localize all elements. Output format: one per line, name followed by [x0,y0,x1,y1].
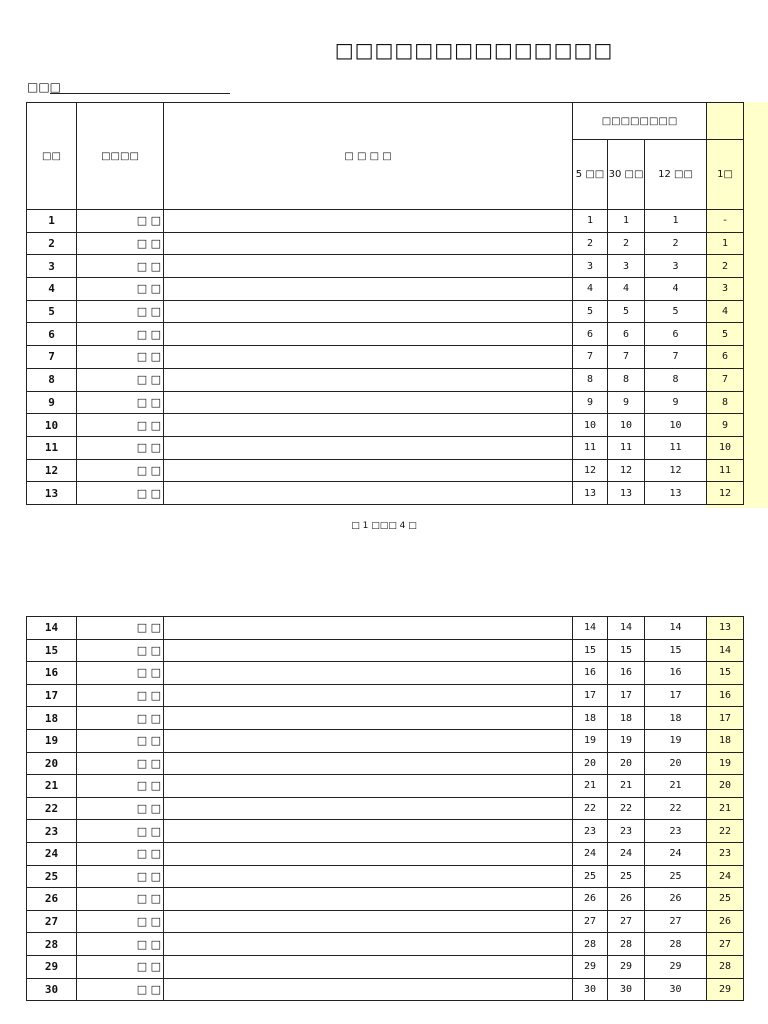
row-name-cell [164,933,573,956]
row-code-cell: □ □ [77,752,164,775]
row-col1-value: 16 [707,684,744,707]
row-col5-value: 5 [573,300,608,323]
row-code-cell: □ □ [77,707,164,730]
row-number: 18 [27,707,77,730]
row-code-cell: □ □ [77,482,164,505]
row-col12-value: 27 [645,910,707,933]
row-number: 8 [27,368,77,391]
row-col12-value: 13 [645,482,707,505]
row-col1-value: 6 [707,346,744,369]
row-number: 6 [27,323,77,346]
table-row [27,978,744,1001]
row-name-cell [164,662,573,685]
table-row [27,775,744,798]
row-number: 7 [27,346,77,369]
row-col5-value: 24 [573,842,608,865]
row-code-cell: □ □ [77,278,164,301]
table-row [27,842,744,865]
row-col1-value: 8 [707,391,744,414]
row-name-cell [164,368,573,391]
table-row [27,436,744,459]
row-col5-value: 17 [573,684,608,707]
row-col1-value: 1 [707,232,744,255]
table-row [27,888,744,911]
row-col30-value: 4 [608,278,645,301]
row-col30-value: 24 [608,842,645,865]
row-code-cell: □ □ [77,346,164,369]
row-code-cell: □ □ [77,323,164,346]
row-code-cell: □ □ [77,797,164,820]
row-number: 13 [27,482,77,505]
row-col12-value: 2 [645,232,707,255]
row-name-cell [164,482,573,505]
row-col12-value: 6 [645,323,707,346]
row-code-cell: □ □ [77,639,164,662]
row-col30-value: 30 [608,978,645,1001]
row-col30-value: 27 [608,910,645,933]
row-code-cell: □ □ [77,910,164,933]
row-name-cell [164,391,573,414]
table-row [27,684,744,707]
row-col5-value: 2 [573,232,608,255]
row-col1-value: 15 [707,662,744,685]
row-col12-value: 7 [645,346,707,369]
row-col5-value: 7 [573,346,608,369]
row-col30-value: 15 [608,639,645,662]
row-number: 4 [27,278,77,301]
row-col12-value: 25 [645,865,707,888]
row-code-cell: □ □ [77,232,164,255]
row-col12-value: 22 [645,797,707,820]
row-col30-value: 12 [608,459,645,482]
row-col1-value: 24 [707,865,744,888]
table-page-1 [26,102,744,505]
row-col30-value: 23 [608,820,645,843]
row-col12-value: 8 [645,368,707,391]
row-col1-value: - [707,210,744,233]
header-code: □□□□ [77,103,164,210]
table-row [27,933,744,956]
row-col30-value: 22 [608,797,645,820]
row-name-cell [164,639,573,662]
row-col1-value: 18 [707,729,744,752]
table-row [27,278,744,301]
row-col5-value: 20 [573,752,608,775]
row-col1-value: 27 [707,933,744,956]
row-col30-value: 18 [608,707,645,730]
row-col30-value: 7 [608,346,645,369]
row-name-cell [164,752,573,775]
row-name-cell [164,775,573,798]
row-code-cell: □ □ [77,662,164,685]
row-col30-value: 17 [608,684,645,707]
row-code-cell: □ □ [77,459,164,482]
row-col12-value: 21 [645,775,707,798]
row-col12-value: 20 [645,752,707,775]
row-name-cell [164,232,573,255]
row-code-cell: □ □ [77,775,164,798]
row-col1-value: 14 [707,639,744,662]
table-row [27,414,744,437]
row-code-cell: □ □ [77,391,164,414]
row-number: 11 [27,436,77,459]
row-col1-value: 29 [707,978,744,1001]
row-code-cell: □ □ [77,255,164,278]
row-col5-value: 25 [573,865,608,888]
table-row [27,346,744,369]
row-name-cell [164,210,573,233]
row-col30-value: 28 [608,933,645,956]
row-col5-value: 3 [573,255,608,278]
row-number: 16 [27,662,77,685]
table-row [27,459,744,482]
row-col5-value: 6 [573,323,608,346]
row-col5-value: 18 [573,707,608,730]
row-number: 28 [27,933,77,956]
row-col30-value: 26 [608,888,645,911]
table-page-2 [26,616,744,1001]
row-number: 19 [27,729,77,752]
table-row [27,955,744,978]
unit-label: □□□ [27,80,62,94]
row-name-cell [164,707,573,730]
row-col12-value: 16 [645,662,707,685]
row-code-cell: □ □ [77,617,164,640]
row-name-cell [164,888,573,911]
table-row [27,910,744,933]
row-col12-value: 23 [645,820,707,843]
table-row [27,368,744,391]
row-col12-value: 28 [645,933,707,956]
row-name-cell [164,978,573,1001]
table-row [27,323,744,346]
table-row [27,707,744,730]
table-row [27,752,744,775]
row-col5-value: 19 [573,729,608,752]
row-name-cell [164,323,573,346]
row-col5-value: 12 [573,459,608,482]
row-col5-value: 30 [573,978,608,1001]
row-col1-value: 26 [707,910,744,933]
row-col5-value: 23 [573,820,608,843]
row-col30-value: 5 [608,300,645,323]
row-col5-value: 28 [573,933,608,956]
row-code-cell: □ □ [77,842,164,865]
row-col5-value: 11 [573,436,608,459]
row-col30-value: 25 [608,865,645,888]
row-col12-value: 10 [645,414,707,437]
row-col5-value: 29 [573,955,608,978]
header-name: □ □ □ □ [164,103,573,210]
table-row [27,232,744,255]
row-name-cell [164,255,573,278]
row-col1-value: 23 [707,842,744,865]
row-number: 24 [27,842,77,865]
row-col5-value: 9 [573,391,608,414]
row-name-cell [164,436,573,459]
row-col1-value: 20 [707,775,744,798]
row-col1-value: 22 [707,820,744,843]
row-name-cell [164,955,573,978]
row-col1-value: 4 [707,300,744,323]
page-number-note: □ 1 □□□ 4 □ [351,521,417,531]
row-col1-value: 2 [707,255,744,278]
row-col30-value: 19 [608,729,645,752]
row-col30-value: 29 [608,955,645,978]
row-number: 12 [27,459,77,482]
row-code-cell: □ □ [77,729,164,752]
row-col30-value: 11 [608,436,645,459]
row-code-cell: □ □ [77,300,164,323]
row-col5-value: 27 [573,910,608,933]
row-col1-value: 3 [707,278,744,301]
row-col30-value: 10 [608,414,645,437]
row-col12-value: 14 [645,617,707,640]
row-number: 25 [27,865,77,888]
unit-fill-line [50,93,230,94]
row-number: 27 [27,910,77,933]
row-col1-value: 19 [707,752,744,775]
row-col5-value: 26 [573,888,608,911]
row-number: 22 [27,797,77,820]
row-number: 1 [27,210,77,233]
row-col5-value: 1 [573,210,608,233]
row-number: 30 [27,978,77,1001]
row-code-cell: □ □ [77,820,164,843]
row-name-cell [164,459,573,482]
row-col12-value: 5 [645,300,707,323]
row-name-cell [164,842,573,865]
row-name-cell [164,617,573,640]
row-col12-value: 29 [645,955,707,978]
table-row [27,255,744,278]
row-col1-value: 11 [707,459,744,482]
row-col1-value: 5 [707,323,744,346]
table-row [27,662,744,685]
row-name-cell [164,910,573,933]
row-col1-value: 10 [707,436,744,459]
header-group: □□□□□□□□ [573,103,707,140]
row-col30-value: 20 [608,752,645,775]
row-col12-value: 26 [645,888,707,911]
row-code-cell: □ □ [77,436,164,459]
row-name-cell [164,300,573,323]
row-col30-value: 2 [608,232,645,255]
row-code-cell: □ □ [77,210,164,233]
row-code-cell: □ □ [77,933,164,956]
row-col12-value: 1 [645,210,707,233]
row-number: 20 [27,752,77,775]
row-col12-value: 30 [645,978,707,1001]
row-name-cell [164,414,573,437]
header-yellow-blank [707,103,744,140]
row-col30-value: 6 [608,323,645,346]
row-name-cell [164,797,573,820]
row-col1-value: 9 [707,414,744,437]
row-col5-value: 14 [573,617,608,640]
row-code-cell: □ □ [77,865,164,888]
row-col1-value: 28 [707,955,744,978]
row-code-cell: □ □ [77,684,164,707]
row-name-cell [164,278,573,301]
row-col12-value: 3 [645,255,707,278]
row-name-cell [164,729,573,752]
row-col5-value: 13 [573,482,608,505]
table-row [27,617,744,640]
header-col1: 1□ [707,140,744,210]
row-col1-value: 7 [707,368,744,391]
row-col5-value: 10 [573,414,608,437]
table-row [27,391,744,414]
row-code-cell: □ □ [77,978,164,1001]
row-number: 3 [27,255,77,278]
row-name-cell [164,684,573,707]
row-col1-value: 21 [707,797,744,820]
row-number: 29 [27,955,77,978]
row-code-cell: □ □ [77,414,164,437]
table-row [27,729,744,752]
row-number: 9 [27,391,77,414]
header-col30: 30 □□ [608,140,645,210]
row-col12-value: 24 [645,842,707,865]
row-number: 10 [27,414,77,437]
table-row [27,482,744,505]
row-col12-value: 11 [645,436,707,459]
row-col5-value: 4 [573,278,608,301]
row-col30-value: 8 [608,368,645,391]
row-code-cell: □ □ [77,368,164,391]
table-row [27,300,744,323]
row-number: 2 [27,232,77,255]
row-col12-value: 18 [645,707,707,730]
row-col30-value: 3 [608,255,645,278]
row-number: 26 [27,888,77,911]
row-code-cell: □ □ [77,888,164,911]
row-col30-value: 9 [608,391,645,414]
header-no: □□ [27,103,77,210]
row-col12-value: 9 [645,391,707,414]
row-col1-value: 13 [707,617,744,640]
row-col5-value: 15 [573,639,608,662]
row-name-cell [164,865,573,888]
row-col5-value: 22 [573,797,608,820]
row-col5-value: 16 [573,662,608,685]
row-code-cell: □ □ [77,955,164,978]
row-col30-value: 14 [608,617,645,640]
row-col30-value: 13 [608,482,645,505]
row-col12-value: 15 [645,639,707,662]
table-row [27,210,744,233]
table-row [27,820,744,843]
row-col30-value: 21 [608,775,645,798]
row-col12-value: 12 [645,459,707,482]
row-col1-value: 25 [707,888,744,911]
row-col5-value: 8 [573,368,608,391]
table-row [27,639,744,662]
row-number: 17 [27,684,77,707]
row-number: 23 [27,820,77,843]
row-col1-value: 17 [707,707,744,730]
row-col5-value: 21 [573,775,608,798]
row-number: 5 [27,300,77,323]
row-number: 21 [27,775,77,798]
row-col1-value: 12 [707,482,744,505]
row-number: 15 [27,639,77,662]
page-title: □□□□□□□□□□□□□□ [334,38,614,62]
header-col5: 5 □□ [573,140,608,210]
row-name-cell [164,346,573,369]
header-col12: 12 □□ [645,140,707,210]
row-col30-value: 1 [608,210,645,233]
table-row [27,865,744,888]
row-number: 14 [27,617,77,640]
row-col30-value: 16 [608,662,645,685]
table-row [27,797,744,820]
row-col12-value: 4 [645,278,707,301]
row-name-cell [164,820,573,843]
row-col12-value: 17 [645,684,707,707]
row-col12-value: 19 [645,729,707,752]
